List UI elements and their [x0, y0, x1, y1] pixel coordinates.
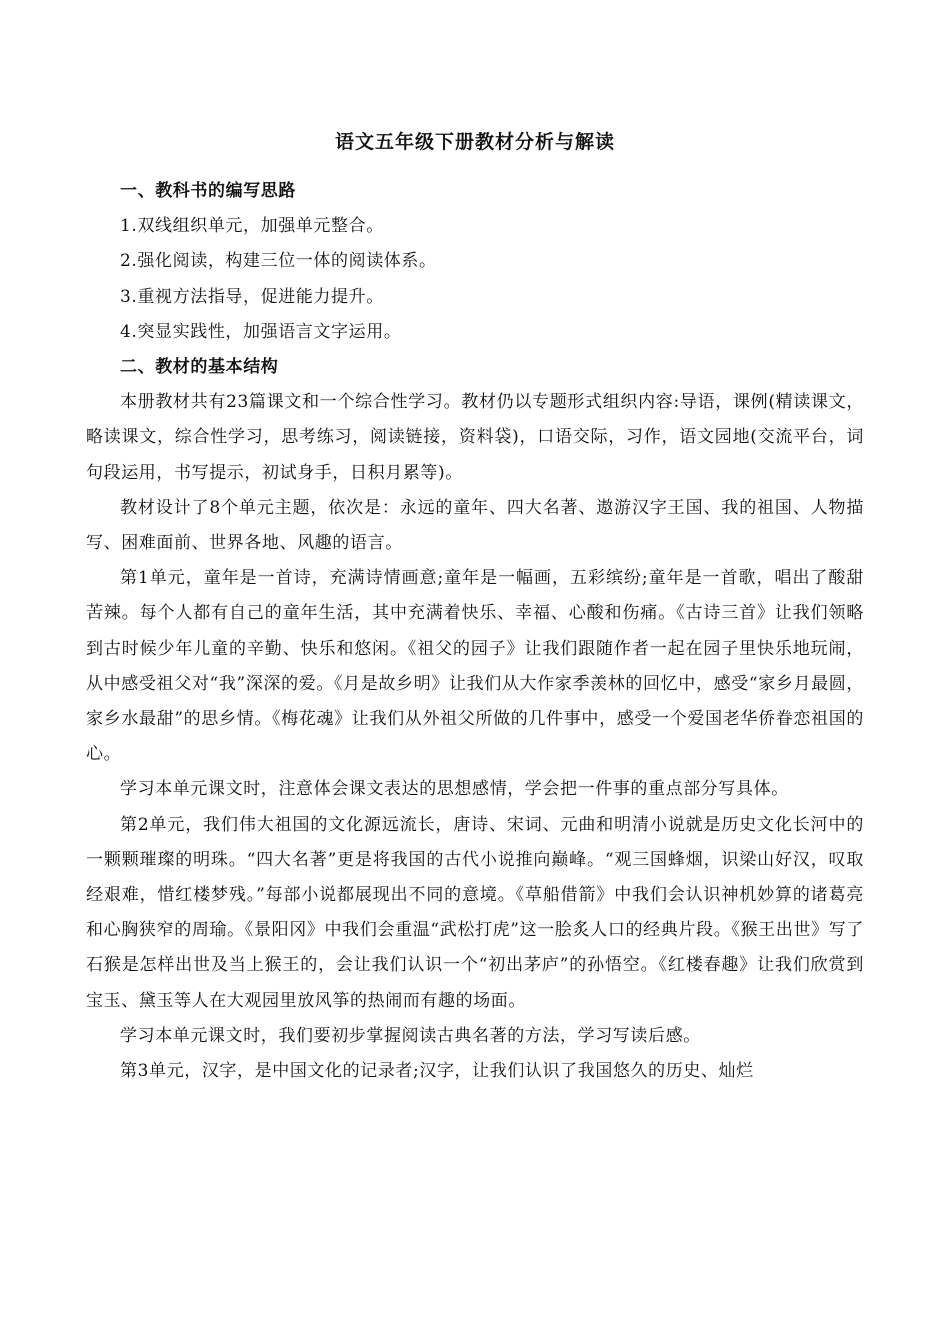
paragraph: 学习本单元课文时，注意体会课文表达的思想感情，学会把一件事的重点部分写具体。: [120, 779, 789, 800]
document-title: 语文五年级下册教材分析与解读: [334, 131, 615, 153]
section-heading-2: 二、教材的基本结构: [120, 357, 279, 378]
section-heading-1: 一、教科书的编写思路: [120, 181, 296, 201]
list-item: 3.重视方法指导，促进能力提升。: [120, 286, 384, 307]
paragraph: 教材设计了8个单元主题，依次是：永远的童年、四大名著、遨游汉字王国、我的祖国、人物描写、困难面前、世界各地、风趣的语言。: [86, 497, 864, 554]
document-body: [86, 174, 864, 1089]
paragraph: 第2单元，我们伟大祖国的文化源远流长，唐诗、宋词、元曲和明清小说就是历史文化长河中的一颗颗璀璨的明珠。“四大名著”更是将我国的古代小说推向巅峰。“观三国蜂烟，识梁山好汉，叹取经艰难，惜红楼梦残。”每部小说都展现出不同的意境。《草船借箭》中我们会认识神机妙算的诸葛亮和心胸狭窄的周瑜。《景阳冈》中我们会重温“武松打虎”这一脍炙人口的经典片段。《猴王出世》写了石猴是怎样出世及当上猴王的，会让我们认识一个“初出茅庐”的孙悟空。《红楼春趣》让我们欣赏到宝玉、黛玉等人在大观园里放风筝的热闹而有趣的场面。: [86, 814, 864, 1011]
paragraph: 学习本单元课文时，我们要初步掌握阅读古典名著的方法，学习写读后感。: [120, 1025, 701, 1046]
list-item: 1.双线组织单元，加强单元整合。: [120, 216, 384, 237]
paragraph: 本册教材共有23篇课文和一个综合性学习。教材仍以专题形式组织内容:导语，课例(精读课文，略读课文，综合性学习，思考练习，阅读链接，资料袋)，口语交际，习作，语文园地(交流平台，词句段运用，书写提示，初试身手，日积月累等)。: [86, 392, 864, 483]
paragraph: 第1单元，童年是一首诗，充满诗情画意;童年是一幅画，五彩缤纷;童年是一首歌，唱出了酸甜苦辣。每个人都有自己的童年生活，其中充满着快乐、幸福、心酸和伤痛。《古诗三首》让我们领略到古时候少年儿童的辛勤、快乐和悠闲。《祖父的园子》让我们跟随作者一起在园子里快乐地玩闹，从中感受祖父对“我”深深的爱。《月是故乡明》让我们从大作家季羡林的回忆中，感受“家乡月最圆，家乡水最甜”的思乡情。《梅花魂》让我们从外祖父所做的几件事中，感受一个爱国老华侨眷恋祖国的心。: [86, 568, 864, 765]
paragraph: 第3单元，汉字，是中国文化的记录者;汉字，让我们认识了我国悠久的历史、灿烂: [120, 1061, 754, 1082]
list-item: 4.突显实践性，加强语言文字运用。: [120, 321, 402, 342]
list-item: 2.强化阅读，构建三位一体的阅读体系。: [120, 251, 437, 272]
